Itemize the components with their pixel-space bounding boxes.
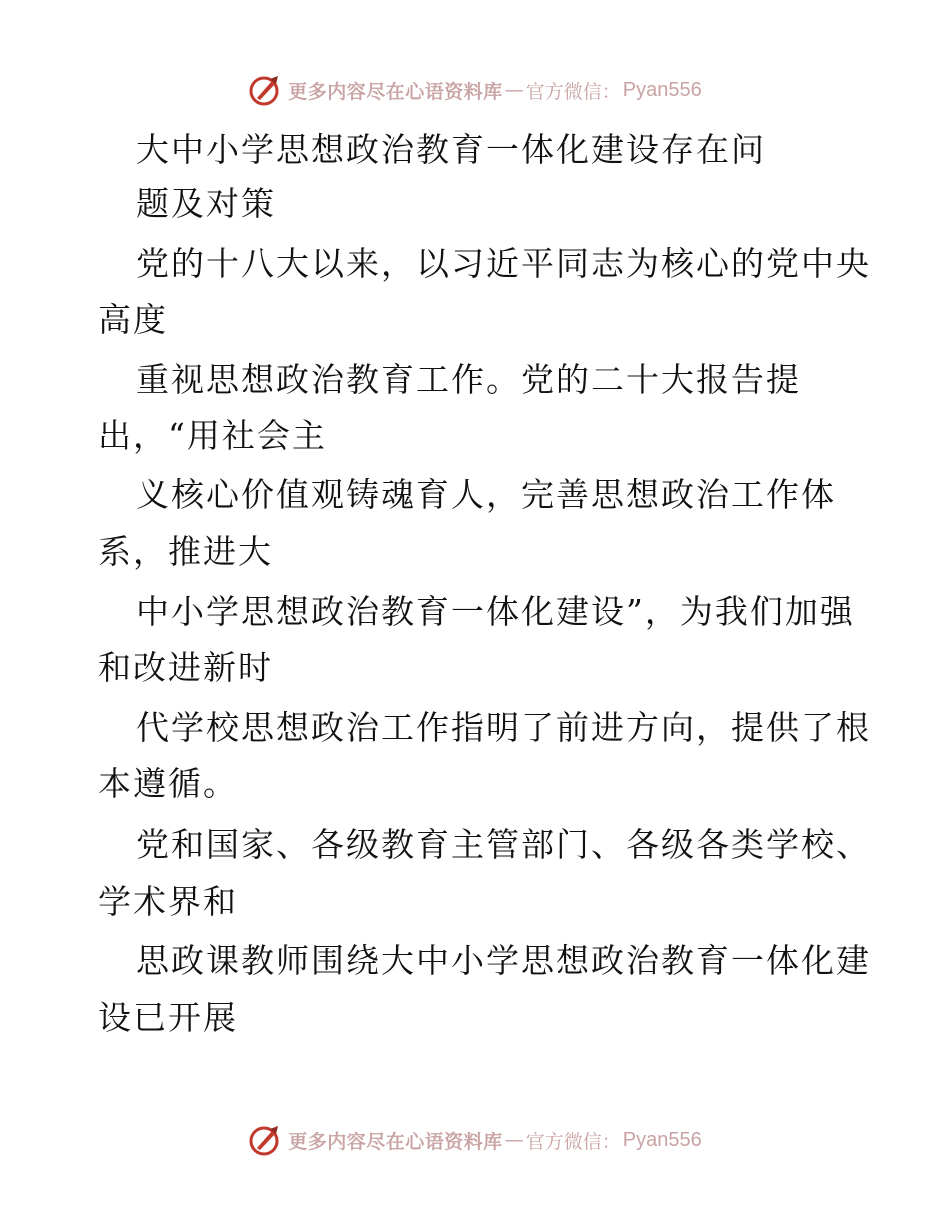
footer-watermark [0,1120,950,1160]
paragraph-line: 中小学思想政治教育一体化建设”，为我们加强 [136,592,855,631]
watermark-wechat-id: Pyan556 [622,1128,702,1151]
paragraph-line: 高度 [98,300,168,339]
watermark-dash: — [504,79,524,101]
paragraph-line: 学术界和 [98,882,238,921]
paragraph-line: 出，“用社会主 [98,416,327,455]
paragraph-line: 本遵循。 [98,764,238,803]
paragraph-line: 义核心价值观铸魂育人，完善思想政治工作体 [136,475,836,514]
quill-logo-icon [248,73,282,107]
title-line-1: 大中小学思想政治教育一体化建设存在问 [136,130,766,169]
paragraph-line: 思政课教师围绕大中小学思想政治教育一体化建 [136,941,871,980]
paragraph-line: 重视思想政治教育工作。党的二十大报告提 [136,360,801,399]
watermark-wechat-id: Pyan556 [622,78,702,101]
watermark-dash: — [504,1129,524,1151]
header-watermark [0,70,950,110]
watermark-label: 官方微信： [525,80,621,103]
paragraph-line: 党和国家、各级教育主管部门、各级各类学校、 [136,825,871,864]
paragraph-line: 设已开展 [98,998,238,1037]
title-line-2: 题及对策 [136,184,276,223]
paragraph-line: 党的十八大以来，以习近平同志为核心的党中央 [136,244,871,283]
quill-logo-icon [248,1123,282,1157]
paragraph-line: 代学校思想政治工作指明了前进方向，提供了根 [136,708,871,747]
paragraph-line: 和改进新时 [98,648,273,687]
watermark-text: 更多内容尽在心语资料库 [288,1130,503,1153]
watermark-text: 更多内容尽在心语资料库 [288,80,503,103]
paragraph-line: 系，推进大 [98,532,273,571]
watermark-label: 官方微信： [525,1130,621,1153]
